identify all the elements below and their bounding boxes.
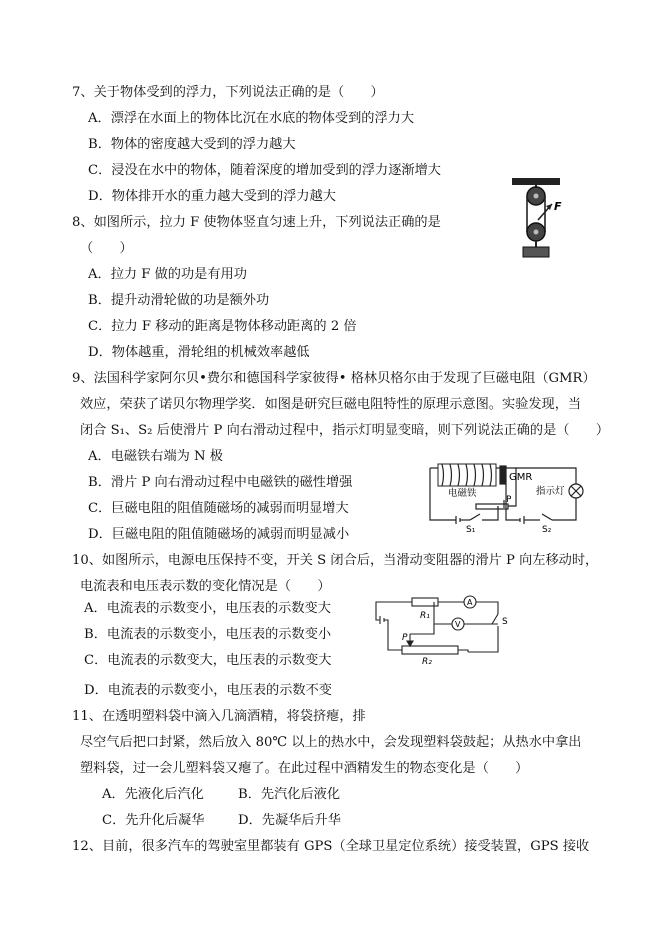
gmr-circuit-figure bbox=[420, 456, 588, 534]
q9-stem-line2: 效应，荣获了诺贝尔物理学奖．如图是研究巨磁电阻特性的原理示意图。实验发现，当 bbox=[80, 397, 582, 412]
ammeter-label: A bbox=[467, 598, 473, 607]
s1-label: S₁ bbox=[466, 525, 476, 534]
switch-s-label: S bbox=[502, 617, 508, 627]
r1-label: R₁ bbox=[420, 611, 430, 621]
q9-option-d: D．巨磁电阻的阻值随磁场的减弱而明显减小 bbox=[88, 527, 350, 542]
pulley-figure bbox=[508, 176, 568, 260]
q9-option-a: A．电磁铁右端为 N 极 bbox=[88, 449, 223, 464]
q7-option-d: D．物体排开水的重力越大受到的浮力越大 bbox=[88, 189, 336, 204]
q11-stem-line2: 尽空气后把口封紧，然后放入 80℃ 以上的热水中，会发现塑料袋鼓起；从热水中拿出 bbox=[80, 735, 582, 750]
q10-stem-line1: 10、如图所示，电源电压保持不变，开关 S 闭合后，当滑动变阻器的滑片 P 向左移动时， bbox=[72, 553, 599, 568]
q8-stem-line1: 8、如图所示，拉力 F 使物体竖直匀速上升，下列说法正确的是 bbox=[72, 215, 441, 230]
q10-stem-line2: 电流表和电压表示数的变化情况是（ ） bbox=[80, 579, 331, 594]
q7-option-c: C．浸没在水中的物体，随着深度的增加受到的浮力逐渐增大 bbox=[88, 163, 441, 178]
weight-block bbox=[523, 247, 549, 257]
q11-option-c: C．先升化后凝华 bbox=[102, 813, 205, 828]
q9-option-b: B．滑片 P 向右滑动过程中电磁铁的磁性增强 bbox=[88, 475, 353, 490]
q8-option-b: B．提升动滑轮做的功是额外功 bbox=[88, 293, 270, 308]
q11-stem-line1: 11、在透明塑料袋中滴入几滴酒精，将袋挤瘪，排 bbox=[72, 709, 366, 724]
q7-option-a: A．漂浮在水面上的物体比沉在水底的物体受到的浮力大 bbox=[88, 111, 415, 126]
slider-p-label: P bbox=[402, 633, 408, 643]
q8-option-c: C．拉力 F 移动的距离是物体移动距离的 2 倍 bbox=[88, 319, 357, 334]
force-label: F bbox=[554, 200, 562, 213]
q11-stem-line3: 塑料袋，过一会儿塑料袋又瘪了。在此过程中酒精发生的物态变化是（ ） bbox=[80, 761, 529, 776]
gmr-label: GMR bbox=[509, 472, 533, 483]
q10-option-b: B．电流表的示数变小，电压表的示数变小 bbox=[84, 627, 332, 642]
r2-label: R₂ bbox=[422, 657, 432, 666]
q10-option-c: C．电流表的示数变大，电压表的示数变大 bbox=[84, 653, 332, 668]
q12-stem-line1: 12、目前，很多汽车的驾驶室里都装有 GPS（全球卫星定位系统）接受装置，GPS 接收 bbox=[72, 839, 590, 854]
lamp-label: 指示灯 bbox=[536, 486, 565, 497]
q11-option-a: A．先液化后汽化 bbox=[102, 787, 204, 802]
voltmeter-label: V bbox=[455, 620, 461, 629]
q8-option-d: D．物体越重，滑轮组的机械效率越低 bbox=[88, 345, 310, 360]
s2-label: S₂ bbox=[542, 525, 552, 534]
q7-stem: 7、关于物体受到的浮力，下列说法正确的是（ ） bbox=[72, 85, 384, 100]
q9-option-c: C．巨磁电阻的阻值随磁场的减弱而明显增大 bbox=[88, 501, 349, 516]
q8-option-a: A．拉力 F 做的功是有用功 bbox=[88, 267, 247, 282]
slider-p-label: P bbox=[506, 495, 512, 505]
q11-option-d: D．先凝华后升华 bbox=[238, 813, 341, 828]
q11-option-b: B．先汽化后液化 bbox=[238, 787, 341, 802]
q9-stem-line1: 9、法国科学家阿尔贝•费尔和德国科学家彼得• 格林贝格尔由于发现了巨磁电阻（GMR） bbox=[72, 371, 596, 386]
ceiling-beam bbox=[512, 178, 560, 185]
q9-stem-line3: 闭合 S₁、S₂ 后使滑片 P 向右滑动过程中，指示灯明显变暗，则下列说法正确的是（ ） bbox=[80, 423, 610, 438]
rheostat-circuit-figure bbox=[372, 594, 520, 666]
q7-option-b: B．物体的密度越大受到的浮力越大 bbox=[88, 137, 296, 152]
electromagnet-label: 电磁铁 bbox=[448, 488, 477, 499]
q10-option-a: A．电流表的示数变小，电压表的示数变大 bbox=[84, 601, 331, 616]
q8-stem-line2: （ ） bbox=[80, 241, 133, 256]
q10-option-d: D．电流表的示数变小，电压表的示数不变 bbox=[84, 683, 332, 698]
